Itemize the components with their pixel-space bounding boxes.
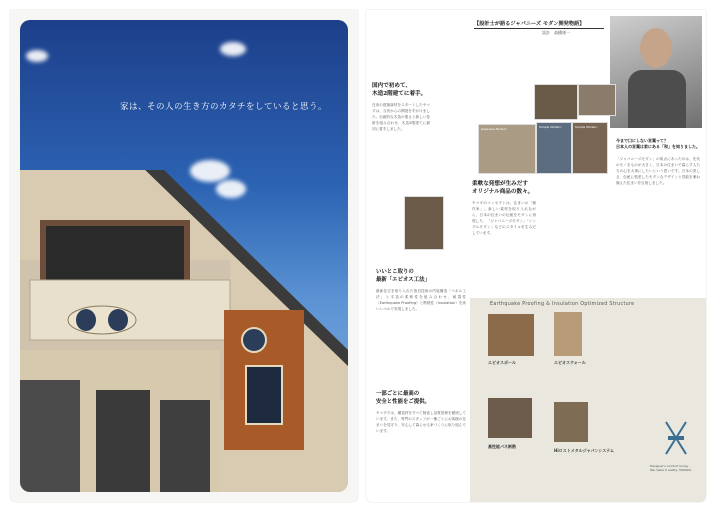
right-page <box>366 10 706 502</box>
photo-house-3: Japanese Modern <box>478 124 536 174</box>
diagram-image-2 <box>554 312 582 356</box>
diagram-title: Earthquake Proofing & Insulation Optimized Structure <box>490 302 635 307</box>
house-illustration <box>20 170 348 492</box>
diagram-caption-2: エビオスウォール <box>554 360 586 365</box>
logo-text: Designer's comfort living, We make it reality. YAMADA <box>650 464 692 472</box>
headline-text: 家は、その人の生き方のカタチをしていると思う。 <box>120 102 328 112</box>
diagram-image-4 <box>554 402 588 442</box>
section1-body: 在来の建築資材をスタートしたヤマダは、当初からの開発を手がけました。伝統的な木造の強さと新しい技術を組み合わせ、木造2階建てに最初に着手しました。 <box>372 103 430 131</box>
house-photo <box>20 20 348 492</box>
structure-diagram-panel <box>470 298 706 502</box>
section1-heading: 国内で初めて、 木造2階建てに着手。 <box>372 83 427 97</box>
section4-body: ヤマダでは、構造材をすべて検査し品質管理を徹底しています。また、専門のスタッフが一棟ごとにお客様の住まいを見守り、安心して暮らせる家づくりに取り組んでいます。 <box>376 411 466 433</box>
section3-heading: いいとこ取りの 最新「エビオス工法」 <box>376 269 430 283</box>
diagram-image-1 <box>488 314 534 356</box>
quote-heading: 今まで口にしない言葉って？ 日本人の言葉は家にある「和」を知りました。 <box>616 138 700 149</box>
diagram-caption-1: エビオスポール <box>488 360 516 365</box>
diagram-caption-4: Hiロストメタルジャパンシステム <box>554 448 614 453</box>
series-title: 【設計士が語るジャパニーズ モダン開発物語】 <box>474 20 604 29</box>
photo-house-2 <box>578 84 616 116</box>
diagram-image-3 <box>488 398 532 438</box>
diagram-caption-3: 高性能パネ断熱 <box>488 444 516 449</box>
photo-house-6 <box>404 196 444 250</box>
section4-heading: 一部ごとに最高の 安全と性能をご提供。 <box>376 391 430 405</box>
designer-credit: 設計 高橋康一 <box>542 30 570 35</box>
photo-house-5: Simple Modern <box>572 122 608 174</box>
magazine-spread <box>10 10 706 502</box>
designer-portrait <box>610 16 702 128</box>
photo-house-4: Simple Modern <box>536 122 572 174</box>
section3-body: 最新住宅を取り入れた独自技術の内装構造「パネル工法」と木造の柔軟性を組み合わせ、耐震性（Earthquake Proofing）と断熱性（Insulation）を高いレベルで実現しました。 <box>376 289 466 311</box>
yamada-logo-icon <box>662 418 690 458</box>
left-page <box>10 10 358 502</box>
section2-body: ヤマダのコンセプトは、住まいの「創作家」。新しい素材を取り入れながら、日本の住まいの伝統をモダンに再現した、「ジャパニーズモダン」「シンプルモダン」などのスタイルを生みだしています。 <box>472 201 536 235</box>
section2-heading: 柔軟な発想が生みだす オリジナル商品の数々。 <box>472 181 534 195</box>
quote-body: 「ジャパニーズモダン」の原点にあったのは、先代のモノをものが大きく、日本の住まいで暮らす人たちの心を大事にしたいという思いです。日本の美しさ、伝統に根差したモダンなデザインと性能を兼ね備えた住まいを目指しました。 <box>616 157 700 185</box>
photo-house-1 <box>534 84 578 120</box>
